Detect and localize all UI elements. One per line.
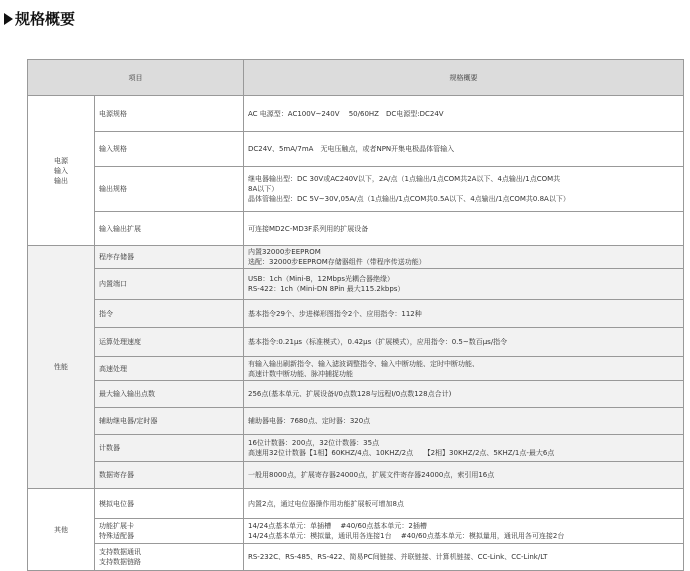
item-cell (95, 489, 244, 519)
spec-table (27, 59, 684, 571)
spec-text: 8A以下） (248, 185, 279, 193)
item-text: 支持数据通讯 (99, 548, 141, 556)
table-row (28, 328, 684, 357)
spec-text: 16位计数器：200点，32位计数器：35点 (248, 439, 380, 447)
spec-text: 辅助器电器：7680点、定时器：320点 (248, 417, 371, 425)
spec-text: 内置2点，通过电位器操作用功能扩展板可增加8点 (248, 499, 404, 508)
item-cell (95, 408, 244, 435)
spec-text: 可连接MD2C-MD3F系列用的扩展设备 (248, 224, 369, 233)
spec-text: 选配：32000步EEPROM存储器组件（带程序传送功能） (248, 258, 426, 266)
spec-cell (244, 328, 684, 357)
table-row (28, 300, 684, 328)
spec-cell (244, 462, 684, 489)
spec-cell (244, 381, 684, 408)
spec-cell (244, 519, 684, 544)
spec-cell (244, 269, 684, 300)
item-text: 数据寄存器 (99, 471, 134, 479)
spec-text: 14/24点基本单元：单插槽 #40/60点基本单元：2插槽 (248, 522, 427, 530)
table-row (28, 544, 684, 571)
item-cell (95, 462, 244, 489)
table-row (28, 96, 684, 132)
spec-text: 内置32000步EEPROM (248, 248, 321, 256)
item-text: 功能扩展卡 (99, 522, 134, 530)
table-row (28, 462, 684, 489)
table-header (28, 60, 684, 96)
table-row (28, 519, 684, 544)
item-text: 输入规格 (99, 145, 127, 153)
table-row (28, 381, 684, 408)
item-cell (95, 328, 244, 357)
arrow-icon (4, 13, 13, 25)
item-cell (95, 212, 244, 246)
group-label: 性能 (28, 246, 95, 489)
item-cell (95, 300, 244, 328)
spec-text: 继电器输出型：DC 30V或AC240V以下，2A/点（1点输出/1点COM共2A以下、4点输出/1点COM共 (248, 175, 561, 183)
table-row (28, 435, 684, 462)
table-row (28, 132, 684, 167)
table-row (28, 489, 684, 519)
item-text: 支持数据链路 (99, 558, 141, 566)
spec-text: 基本指令29个、步进梯形图指令2个、应用指令：112种 (248, 309, 422, 318)
spec-text: USB：1ch（Mini-B，12Mbps光耦合器绝缘） (248, 275, 395, 283)
item-text: 程序存储器 (99, 253, 134, 261)
item-cell (95, 167, 244, 212)
item-cell (95, 435, 244, 462)
item-text: 输入输出扩展 (99, 224, 141, 233)
spec-text: RS-422：1ch（Mini-DN 8Pin 最大115.2kbps） (248, 285, 405, 293)
table-row (28, 408, 684, 435)
item-text: 模拟电位器 (99, 499, 134, 508)
spec-text: 有输入输出刷新指令、输入滤波调整指令、输入中断功能、定时中断功能、 (248, 359, 479, 368)
item-text: 辅助继电器/定时器 (99, 417, 158, 425)
table-row (28, 269, 684, 300)
item-cell (95, 96, 244, 132)
item-text: 输出规格 (99, 185, 127, 193)
spec-cell (244, 246, 684, 269)
spec-text: RS-232C、RS-485、RS-422、简易PC间链接、并联链接、计算机链接、CC-Link、CC-Link/LT (248, 553, 548, 561)
spec-cell (244, 132, 684, 167)
spec-text: 256点(基本单元、扩展设备I/0点数128与远程I/0点数128点合计) (248, 390, 452, 398)
spec-cell (244, 544, 684, 571)
item-cell (95, 269, 244, 300)
spec-cell (244, 96, 684, 132)
spec-cell (244, 300, 684, 328)
table-row (28, 167, 684, 212)
spec-text: 高速用32位计数器【1相】60KHZ/4点、10KHZ/2点 【2相】30KHZ/2点、5KHZ/1点-最大6点 (248, 449, 555, 457)
section-title (4, 8, 75, 29)
spec-text: DC24V、5mA/7mA 无电压触点，或者NPN开集电极晶体管输入 (248, 145, 455, 153)
item-text: 特殊适配器 (99, 532, 134, 540)
item-text: 指令 (99, 309, 113, 318)
item-cell (95, 381, 244, 408)
item-cell (95, 357, 244, 381)
header-spec: 规格概要 (244, 60, 684, 96)
group-label: 电源 输入 输出 (28, 96, 95, 246)
spec-text: 14/24点基本单元：模拟量，通讯用各连接1台 #40/60点基本单元：模拟量用，通讯用各可连接2台 (248, 532, 565, 540)
group-label: 其他 (28, 489, 95, 571)
spec-cell (244, 212, 684, 246)
header-item: 项目 (28, 60, 244, 96)
item-text: 内置端口 (99, 280, 127, 288)
table-row (28, 357, 684, 381)
item-cell (95, 544, 244, 571)
spec-text: 高速计数中断功能、脉冲捕捉功能 (248, 369, 353, 378)
spec-cell (244, 167, 684, 212)
spec-text: 基本指令:0.21μs（标准模式），0.42μs（扩展模式），应用指令：0.5~数百μs/指令 (248, 338, 508, 346)
spec-text: AC 电源型：AC100V~240V 50/60HZ DC电源型:DC24V (248, 109, 444, 118)
table-row (28, 212, 684, 246)
spec-cell (244, 357, 684, 381)
spec-cell (244, 489, 684, 519)
item-text: 计数器 (99, 444, 120, 452)
section-title-text: 规格概要 (15, 10, 76, 28)
item-text: 运算处理速度 (99, 338, 141, 346)
item-cell (95, 519, 244, 544)
item-cell (95, 132, 244, 167)
item-text: 电源规格 (99, 109, 127, 118)
spec-cell (244, 408, 684, 435)
item-text: 最大输入输出点数 (99, 390, 155, 398)
item-cell (95, 246, 244, 269)
spec-text: 一般用8000点，扩展寄存器24000点，扩展文件寄存器24000点，索引用16点 (248, 471, 495, 479)
table-row (28, 246, 684, 269)
spec-text: 晶体管输出型：DC 5V~30V,05A/点（1点输出/1点COM共0.5A以下、4点输出/1点COM共0.8A以下） (248, 195, 570, 203)
item-text: 高速处理 (99, 364, 127, 373)
spec-cell (244, 435, 684, 462)
